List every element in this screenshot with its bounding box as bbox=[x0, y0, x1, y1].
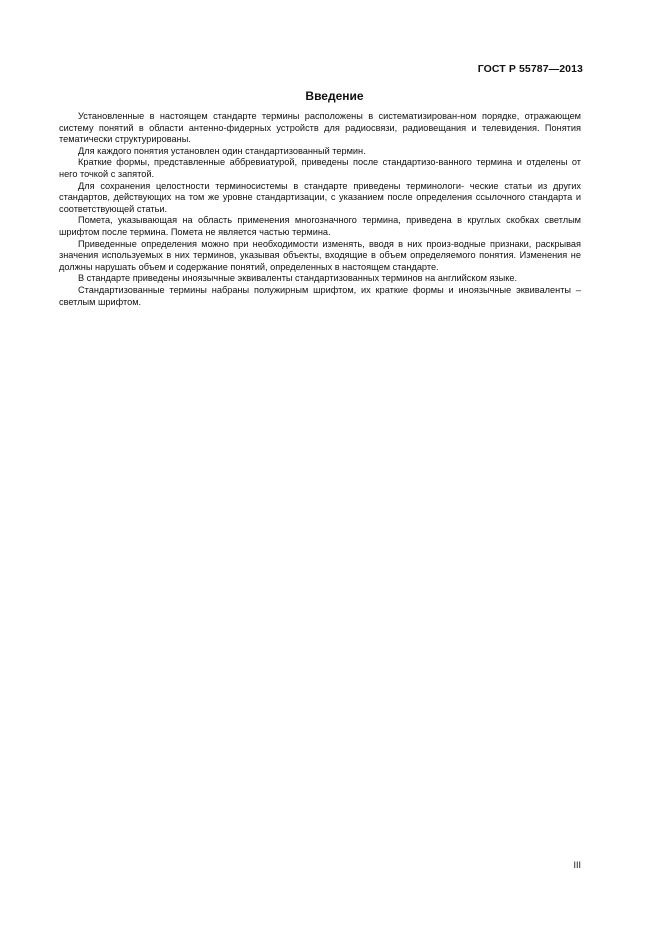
paragraph: Краткие формы, представленные аббревиатурой, приведены после стандартизо-ванного термина и отделены от него точкой с запятой. bbox=[59, 157, 581, 179]
page-number: III bbox=[573, 860, 581, 870]
paragraph: Стандартизованные термины набраны полужирным шрифтом, их краткие формы и иноязычные эквиваленты – светлым шрифтом. bbox=[59, 284, 581, 307]
paragraph: Помета, указывающая на область применения многозначного термина, приведена в круглых скобках светлым шрифтом после термина. Помета не является частью термина. bbox=[59, 215, 581, 237]
paragraph: Для сохранения целостности терминосистемы в стандарте приведены терминологи- ческие статьи из других стандартов, действующих на том же уровне стандартизации, с указанием после определения ссылочного стандарта и соответствующей статьи. bbox=[59, 180, 581, 214]
paragraph: В стандарте приведены иноязычные эквиваленты стандартизованных терминов на английском языке. bbox=[78, 273, 518, 284]
standard-code: ГОСТ Р 55787—2013 bbox=[477, 63, 583, 75]
paragraph: Приведенные определения можно при необходимости изменять, вводя в них произ-водные признаки, раскрывая значения используемых в них терминов, указывая объекты, входящие в объем определяемого понятия. Изменения не должны нарушать объем и содержание понятий, определенных в настоящем стандарте. bbox=[59, 238, 581, 272]
paragraph: Для каждого понятия установлен один стандартизованный термин. bbox=[78, 145, 366, 156]
section-title: Введение bbox=[305, 89, 364, 103]
body-text bbox=[59, 111, 581, 308]
paragraph: Установленные в настоящем стандарте термины расположены в систематизирован-ном порядке, отражающем систему понятий в области антенно-фидерных устройств для радиосвязи, радиовещания и телевидения. Понятия тематически структурированы. bbox=[59, 111, 581, 145]
